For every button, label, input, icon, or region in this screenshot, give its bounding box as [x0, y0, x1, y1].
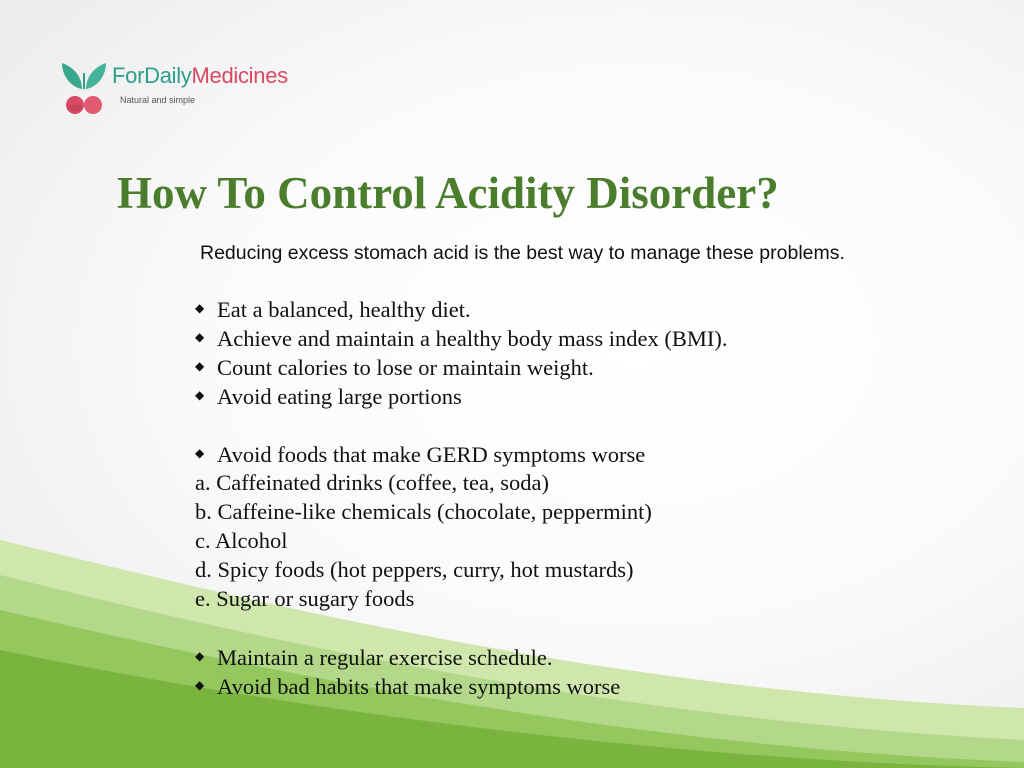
diamond-bullet-icon: ◆: [195, 446, 205, 460]
spacer: [195, 410, 995, 439]
list-item: [195, 439, 995, 468]
brand-tagline: Natural and simple: [120, 95, 196, 105]
spacer: [195, 613, 995, 642]
list-item: [195, 352, 995, 381]
sub-list-item: a. Caffeinated drinks (coffee, tea, soda): [195, 470, 550, 495]
brand-name: [112, 63, 288, 89]
list-item-text: Achieve and maintain a healthy body mass index (BMI).: [217, 326, 728, 351]
list-item-text: Avoid foods that make GERD symptoms worse: [217, 442, 646, 467]
sub-list-item: b. Caffeine-like chemicals (chocolate, peppermint): [195, 499, 652, 524]
brand-name-primary: ForDaily: [112, 63, 192, 88]
list-item: [195, 381, 995, 410]
list-item-text: Eat a balanced, healthy diet.: [217, 297, 471, 322]
slide-content: [195, 294, 995, 700]
brand-name-accent: Medicines: [191, 63, 288, 88]
list-item-text: Avoid bad habits that make symptoms worse: [217, 674, 621, 699]
list-item: [195, 671, 995, 700]
list-item-text: Maintain a regular exercise schedule.: [217, 645, 553, 670]
list-item-text: Avoid eating large portions: [217, 384, 462, 409]
diamond-bullet-icon: ◆: [195, 678, 205, 692]
diamond-bullet-icon: ◆: [195, 388, 205, 402]
brand-logo: [60, 55, 288, 125]
leaf-logo-icon: [60, 55, 108, 119]
sub-list-item: c. Alcohol: [195, 528, 288, 553]
list-item: [195, 642, 995, 671]
list-item: [195, 323, 995, 352]
list-item-text: Count calories to lose or maintain weight.: [217, 355, 594, 380]
diamond-bullet-icon: ◆: [195, 359, 205, 373]
diamond-bullet-icon: ◆: [195, 649, 205, 663]
sub-list-item: e. Sugar or sugary foods: [195, 586, 415, 611]
diamond-bullet-icon: ◆: [195, 330, 205, 344]
diamond-bullet-icon: ◆: [195, 301, 205, 315]
slide-subtitle: Reducing excess stomach acid is the best way to manage these problems.: [200, 242, 845, 264]
slide-title: How To Control Acidity Disorder?: [117, 168, 779, 218]
sub-list-item: d. Spicy foods (hot peppers, curry, hot mustards): [195, 557, 634, 582]
list-item: [195, 294, 995, 323]
